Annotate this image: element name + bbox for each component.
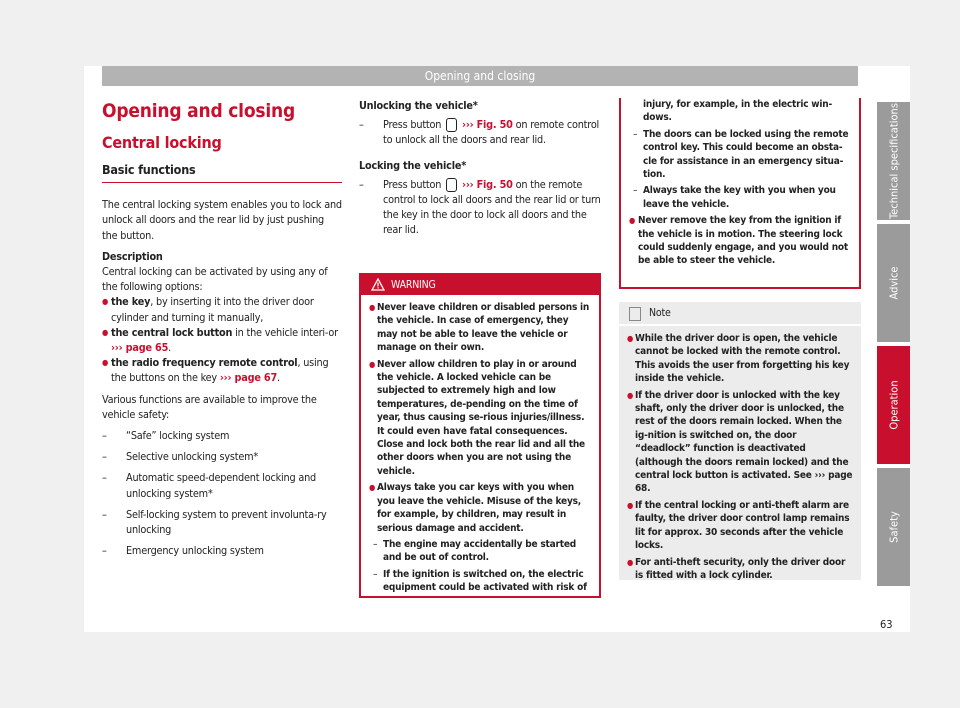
function-item: – Selective unlocking system*: [102, 449, 342, 464]
figure-link[interactable]: ››› Fig. 50: [462, 177, 513, 191]
note-box: [619, 302, 861, 580]
tab-operation[interactable]: Operation: [877, 346, 910, 464]
side-tabs: [877, 102, 910, 590]
option-item: ● the central lock button in the vehicle interi-or ››› page 65.: [102, 325, 342, 355]
function-item: – Emergency unlocking system: [102, 543, 342, 558]
warning-icon: [371, 278, 385, 291]
key-button-icon: [446, 178, 457, 192]
description-text: Central locking can be activated by using any of the following options:: [102, 265, 328, 294]
section-heading: Basic functions: [102, 162, 342, 183]
warning-label: WARNING: [391, 279, 436, 291]
note-item: ● While the driver door is open, the vehicle cannot be locked with the remote control. This avoids the user from forgetting his key inside the vehicle.: [627, 332, 853, 386]
column-1: [102, 98, 342, 564]
page-link[interactable]: ››› page 67: [219, 371, 278, 385]
warning-item: ● Never remove the key from the ignition if the vehicle is in motion. The steering lock could suddenly engage, and you would not be able to steer the vehicle.: [629, 214, 851, 268]
warning-continued-text: injury, for example, in the electric win-dows.: [643, 99, 833, 124]
function-item: – Automatic speed-dependent locking and unlocking system*: [102, 470, 342, 500]
tab-safety[interactable]: Safety: [877, 468, 910, 586]
tab-advice[interactable]: Advice: [877, 224, 910, 342]
lock-title: Locking the vehicle*: [359, 158, 467, 172]
description-label: Description: [102, 249, 163, 263]
warning-continued: [619, 98, 861, 289]
option-item: ● the key, by inserting it into the driver door cylinder and turning it manually,: [102, 294, 342, 324]
warning-box: [359, 273, 601, 598]
column-2: [359, 98, 601, 244]
intro-text: The central locking system enables you to lock and unlock all doors and the rear lid by just pushing the button.: [102, 198, 342, 242]
warning-item: ● Never allow children to play in or around the vehicle. A locked vehicle can be subjected to extremely high and low temperatures, de-pending on the time of year, thus causing se-rious injuries/illness. It could even have fatal consequences. Close and lock both the rear lid and all the other doors when you are not using the vehicle.: [369, 358, 591, 479]
function-item: – “Safe” locking system: [102, 428, 342, 443]
key-button-icon: [446, 118, 457, 132]
warning-header: [361, 275, 599, 295]
figure-link[interactable]: ››› Fig. 50: [462, 118, 513, 132]
chapter-subtitle: Central locking: [102, 133, 222, 152]
warning-subitem: – The doors can be locked using the remote control key. This could become an obsta-cle for assistance in an emergency situa-tion.: [629, 128, 851, 182]
warning-subitem: – If the ignition is switched on, the electric equipment could be activated with risk of: [369, 568, 591, 595]
page-number: 63: [880, 618, 893, 631]
unlock-title: Unlocking the vehicle*: [359, 99, 478, 112]
unlock-step: – Press button ››› Fig. 50 on remote control to unlock all the doors and rear lid.: [359, 117, 601, 147]
option-item: ● the radio frequency remote control, using the buttons on the key ››› page 67.: [102, 355, 342, 385]
warning-subitem: – The engine may accidentally be started and be out of control.: [369, 538, 591, 565]
warning-item: ● Never leave children or disabled persons in the vehicle. In case of emergency, they may not be able to leave the vehicle or manage on their own.: [369, 301, 591, 355]
warning-subitem: – Always take the key with you when you leave the vehicle.: [629, 184, 851, 211]
lock-step: – Press button ››› Fig. 50 on the remote control to lock all doors and the rear lid or turn the key in the door to lock all doors and the rear lid.: [359, 177, 601, 238]
note-header: [619, 302, 861, 326]
note-item: ● If the central locking or anti-theft alarm are faulty, the driver door control lamp remains lit for approx. 30 seconds after the vehicle locks.: [627, 499, 853, 553]
warning-item: ● Always take you car keys with you when you leave the vehicle. Misuse of the keys, for example, by children, may result in serious damage and accident.: [369, 481, 591, 535]
functions-text: Various functions are available to improve the vehicle safety:: [102, 392, 317, 421]
running-header: Opening and closing: [102, 66, 858, 86]
note-icon: [629, 307, 641, 321]
tab-technical-specifications[interactable]: Technical specifications: [877, 102, 910, 220]
note-label: Note: [649, 307, 671, 319]
function-item: – Self-locking system to prevent involunta-ry unlocking: [102, 507, 342, 537]
note-item: ● For anti-theft security, only the driver door is fitted with a lock cylinder.: [627, 556, 853, 583]
page-link[interactable]: ››› page 65: [111, 341, 169, 355]
note-item: ● If the driver door is unlocked with the key shaft, only the driver door is unlocked, the rest of the doors remain locked. When the ig-nition is switched on, the door “deadlock” function is deactivated (although the doors remain locked) and the central lock button is activated. See ››› page 68.: [627, 389, 853, 496]
page-title: Opening and closing: [102, 100, 296, 122]
